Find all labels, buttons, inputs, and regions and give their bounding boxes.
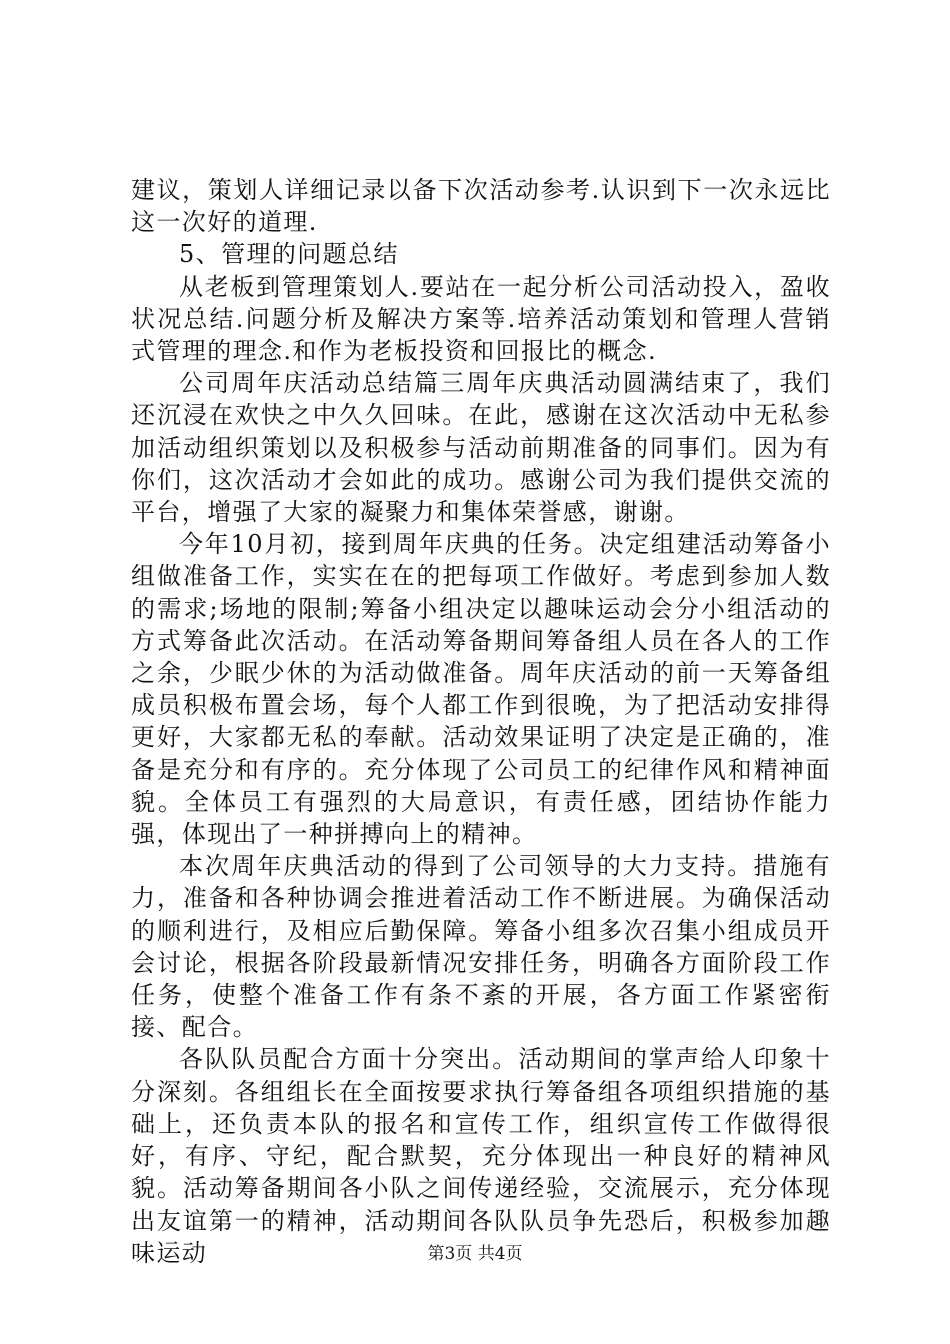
section-heading: 5、管理的问题总结 [179, 240, 399, 269]
paragraph: 公司周年庆活动总结篇三周年庆典活动圆满结束了，我们还沉浸在欢快之中久久回味。在此，感谢在这次活动中无私参加活动组织策划以及积极参与活动前期准备的同事们。因为有你们，这次活动才会如此的成功。感谢公司为我们提供交流的平台，增强了大家的凝聚力和集体荣誉感，谢谢。 [131, 369, 831, 527]
paragraph-continuation: 建议，策划人详细记录以备下次活动参考.认识到下一次永远比这一次好的道理. [131, 176, 831, 237]
paragraph: 本次周年庆典活动的得到了公司领导的大力支持。措施有力，准备和各种协调会推进着活动工作不断进展。为确保活动的顺利进行，及相应后勤保障。筹备小组多次召集小组成员开会讨论，根据各阶段最新情况安排任务，明确各方面阶段工作任务，使整个准备工作有条不紊的开展，各方面工作紧密衔接、配合。 [131, 852, 831, 1042]
page-footer: 第3页 共4页 [427, 1244, 523, 1264]
paragraph: 今年10月初，接到周年庆典的任务。决定组建活动筹备小组做准备工作，实实在在的把每项工作做好。考虑到参加人数的需求;场地的限制;筹备小组决定以趣味运动会分小组活动的方式筹备此次活动。在活动筹备期间筹备组人员在各人的工作之余，少眠少休的为活动做准备。周年庆活动的前一天筹备组成员积极布置会场，每个人都工作到很晚，为了把活动安排得更好，大家都无私的奉献。活动效果证明了决定是正确的，准备是充分和有序的。充分体现了公司员工的纪律作风和精神面貌。全体员工有强烈的大局意识，有责任感，团结协作能力强，体现出了一种拼搏向上的精神。 [131, 530, 831, 849]
body-text [131, 174, 831, 1269]
paragraph: 各队队员配合方面十分突出。活动期间的掌声给人印象十分深刻。各组组长在全面按要求执行筹备组各项组织措施的基础上，还负责本队的报名和宣传工作，组织宣传工作做得很好，有序、守纪，配合默契，充分体现出一种良好的精神风貌。活动筹备期间各小队之间传递经验，交流展示，充分体现出友谊第一的精神，活动期间各队队员争先恐后，积极参加趣味运动 [131, 1045, 831, 1267]
paragraph: 从老板到管理策划人.要站在一起分析公司活动投入，盈收状况总结.问题分析及解决方案等.培养活动策划和管理人营销式管理的理念.和作为老板投资和回报比的概念. [131, 272, 831, 366]
